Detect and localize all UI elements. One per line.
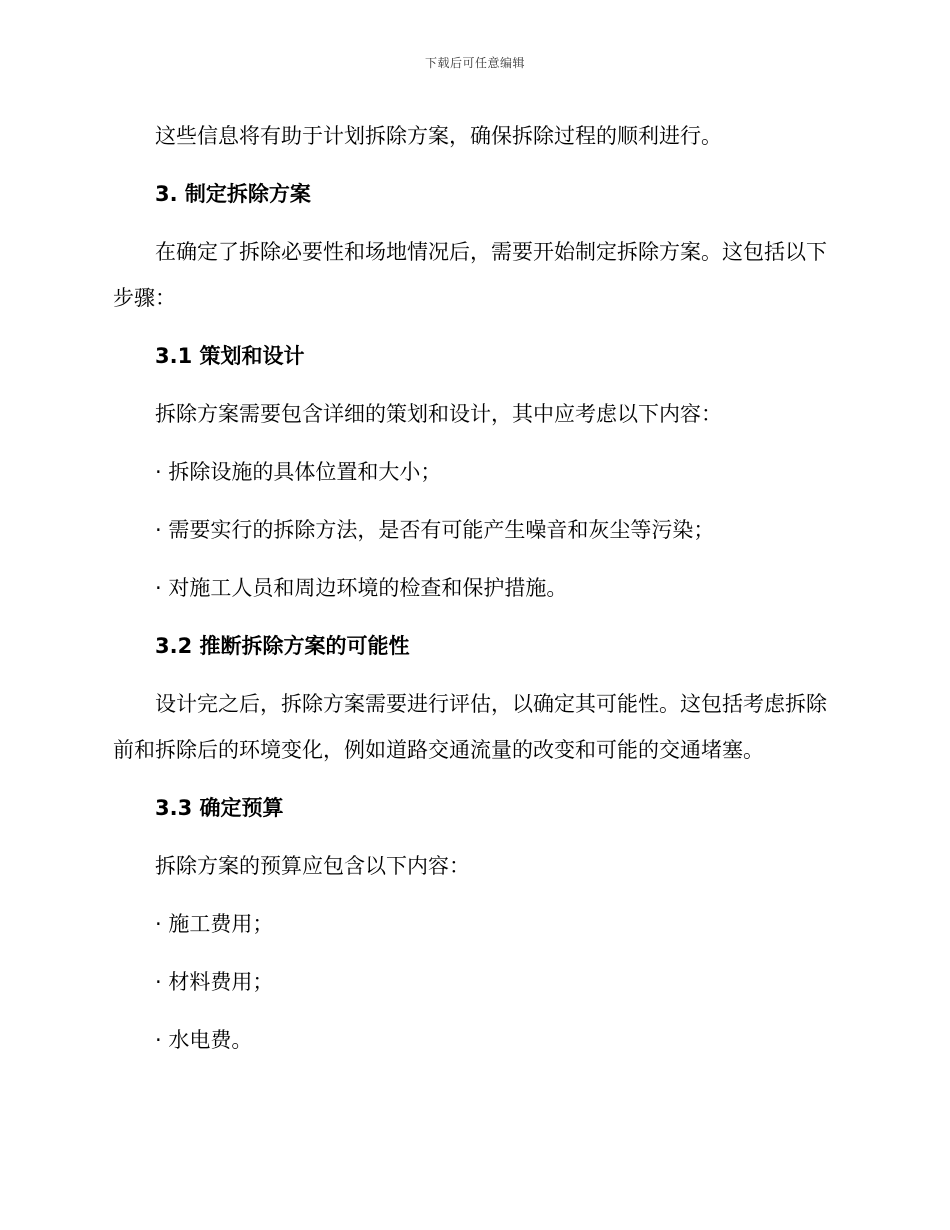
heading-3-demolition-plan: 3. 制定拆除方案 xyxy=(155,182,311,206)
header-note: 下载后可任意编辑 xyxy=(424,56,525,70)
heading-3-3-budget: 3.3 确定预算 xyxy=(155,796,284,820)
bullet-inspection-protection: · 对施工人员和周边环境的检查和保护措施。 xyxy=(155,576,568,600)
bullet-demolition-method: · 需要实行的拆除方法，是否有可能产生噪音和灰尘等污染； xyxy=(155,518,715,542)
bullet-utility-cost: · 水电费。 xyxy=(155,1028,253,1052)
paragraph-plan-steps: 在确定了拆除必要性和场地情况后，需要开始制定拆除方案。这包括以下步骤： xyxy=(113,240,827,310)
bullet-material-cost: · 材料费用； xyxy=(155,970,274,994)
bullet-construction-cost: · 施工费用； xyxy=(155,912,274,936)
paragraph-design-content: 拆除方案需要包含详细的策划和设计，其中应考虑以下内容： xyxy=(155,402,722,426)
paragraph-info-usage: 这些信息将有助于计划拆除方案，确保拆除过程的顺利进行。 xyxy=(155,124,722,148)
document-body xyxy=(113,113,833,1075)
heading-3-2-feasibility: 3.2 推断拆除方案的可能性 xyxy=(155,634,410,658)
paragraph-budget-content: 拆除方案的预算应包含以下内容： xyxy=(155,854,470,878)
bullet-location-size: · 拆除设施的具体位置和大小； xyxy=(155,460,442,484)
paragraph-evaluation: 设计完之后，拆除方案需要进行评估，以确定其可能性。这包括考虑拆除前和拆除后的环境变化，例如道路交通流量的改变和可能的交通堵塞。 xyxy=(113,692,827,762)
heading-3-1-planning-design: 3.1 策划和设计 xyxy=(155,344,305,368)
